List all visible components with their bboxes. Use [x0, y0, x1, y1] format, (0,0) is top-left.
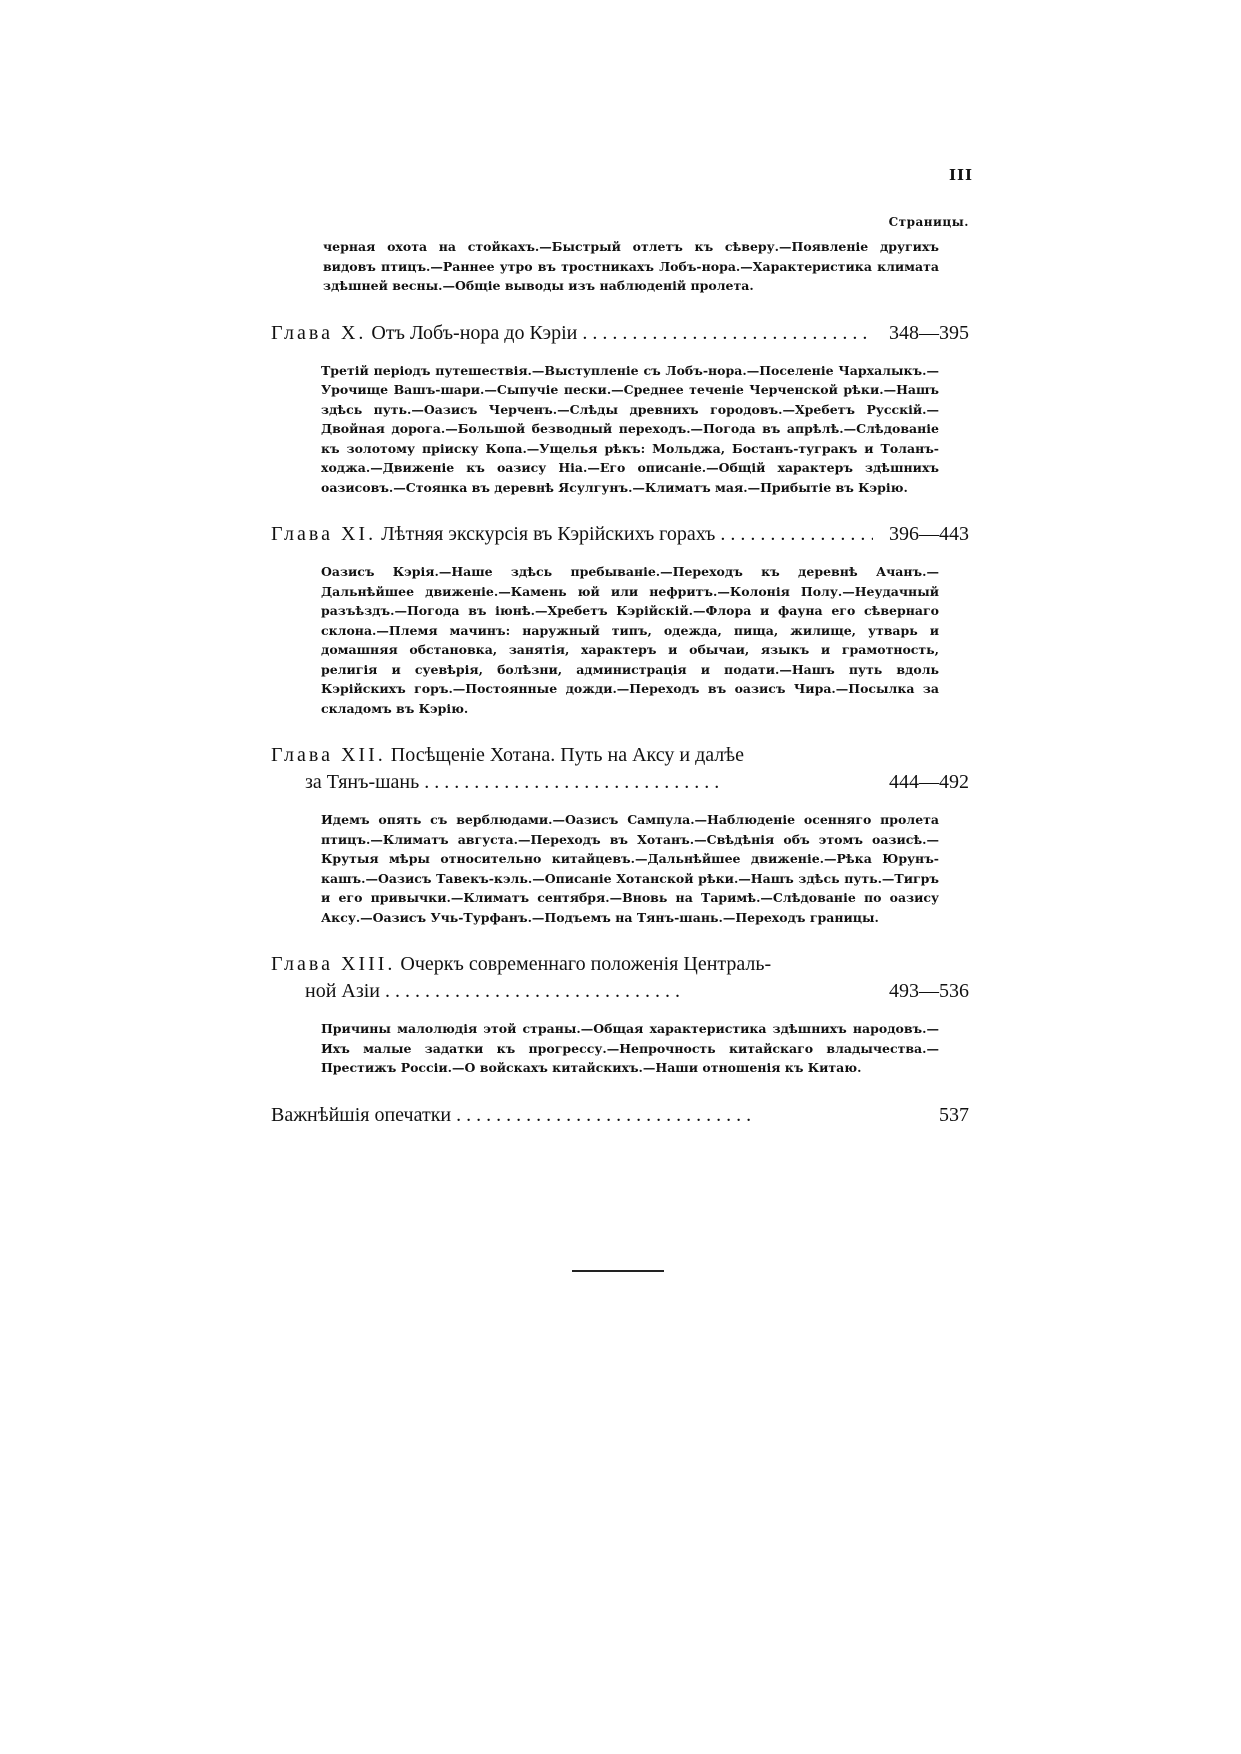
closing-rule: [572, 1270, 664, 1272]
chapter-name: Посѣщеніе Хотана. Путь на Аксу и далѣе: [390, 744, 745, 766]
page-number: III: [948, 166, 973, 184]
intro-summary: черная охота на стойкахъ.—Быстрый отлетъ къ сѣверу.—Появленіе другихъ видовъ птицъ.—Раннее утро въ тростникахъ Лобъ-нора.—Характеристика климата здѣшней весны.—Общіе выводы изъ наблюденій пролета.: [323, 239, 939, 293]
chapter-entry-13: [271, 951, 969, 1005]
dot-leader: [582, 322, 873, 344]
chapter-pages: 444—492: [889, 771, 969, 793]
chapter-label: Глава XIII.: [271, 953, 396, 975]
dot-leader: [385, 980, 680, 1002]
dot-leader: [456, 1104, 751, 1126]
chapter-label: Глава X.: [271, 321, 367, 344]
chapter-title-line-2: [271, 978, 873, 1005]
chapter-pages: 396—443: [889, 523, 969, 545]
chapter-title-line-2: [271, 769, 873, 796]
chapter-name: Отъ Лобъ-нора до Кэріи: [371, 321, 578, 344]
chapter-title: [271, 320, 873, 347]
chapter-entry-11: [271, 521, 969, 548]
chapter-title-line-1: [271, 742, 969, 769]
chapter-name: Очеркъ современнаго положенія Централь-: [400, 953, 772, 975]
dot-leader: [424, 771, 719, 793]
chapter-label: Глава XI.: [271, 523, 377, 545]
chapter-pages: 348—395: [889, 321, 969, 344]
errata-name: Важнѣйшія опечатки: [271, 1103, 452, 1126]
pages-column-header: Страницы.: [888, 215, 969, 229]
chapter-summary: Идемъ опять съ верблюдами.—Оазисъ Сампула.—Наблюденіе осенняго пролета птицъ.—Климатъ августа.—Переходъ въ Хотанъ.—Свѣдѣнія объ этомъ оазисѣ.—Крутыя мѣры относительно китайцевъ.—Дальнѣйшее движеніе.—Рѣка Юрунъ-кашъ.—Оазисъ Тавекъ-кэль.—Описаніе Хотанской рѣки.—Нашъ здѣсь путь.—Тигръ и его привычки.—Климатъ сентября.—Вновь на Таримѣ.—Слѣдованіе по оазису Аксу.—Оазисъ Учь-Турфанъ.—Подъемъ на Тянъ-шань.—Переходъ границы.: [321, 812, 939, 925]
errata-entry: [271, 1102, 969, 1129]
chapter-name-continued: ной Азіи: [305, 980, 381, 1002]
chapter-summary: Оазисъ Кэрія.—Наше здѣсь пребываніе.—Переходъ къ деревнѣ Ачанъ.—Дальнѣйшее движеніе.—Камень юй или нефритъ.—Колонія Полу.—Неудачный разъѣздъ.—Погода въ іюнѣ.—Хребетъ Кэрійскій.—Флора и фауна его сѣвернаго склона.—Племя мачинъ: наружный типъ, одежда, пища, жилище, утварь и домашняя обстановка, занятія, характеръ и обычаи, языкъ и грамотность, религія и суевѣрія, болѣзни, администрація и подати.—Нашъ путь вдоль Кэрійскихъ горъ.—Постоянные дожди.—Переходъ въ оазисъ Чира.—Посылка за складомъ въ Кэрію.: [321, 564, 939, 716]
chapter-name-continued: за Тянъ-шань: [305, 771, 420, 793]
chapter-pages: 493—536: [889, 980, 969, 1002]
errata-title: [271, 1102, 873, 1129]
chapter-title-line-1: [271, 951, 969, 978]
chapter-name: Лѣтняя экскурсія въ Кэрійскихъ горахъ: [381, 523, 716, 545]
errata-pages: 537: [939, 1103, 969, 1126]
dot-leader: [720, 523, 873, 545]
chapter-entry-10: [271, 320, 969, 347]
table-of-contents: [271, 237, 969, 1129]
chapter-summary: Причины малолюдія этой страны.—Общая характеристика здѣшнихъ народовъ.—Ихъ малые задатки къ прогрессу.—Непрочность китайскаго владычества.—Престижъ Россіи.—О войскахъ китайскихъ.—Наши отношенія къ Китаю.: [321, 1021, 939, 1075]
chapter-title: [271, 521, 873, 548]
chapter-label: Глава XII.: [271, 744, 386, 766]
chapter-summary: Третій періодъ путешествія.—Выступленіе съ Лобъ-нора.—Поселеніе Чархалыкъ.—Урочище Вашъ-шари.—Сыпучіе пески.—Среднее теченіе Черченской рѣки.—Нашъ здѣсь путь.—Оазисъ Черченъ.—Слѣды древнихъ городовъ.—Хребетъ Русскій.—Двойная дорога.—Большой безводный переходъ.—Погода въ апрѣлѣ.—Слѣдованіе къ золотому пріиску Копа.—Ущелья рѣкъ: Мольджа, Бостанъ-тугракъ и Толанъ-ходжа.—Движеніе къ оазису Ніа.—Его описаніе.—Общій характеръ здѣшнихъ оазисовъ.—Стоянка въ деревнѣ Ясулгунъ.—Климатъ мая.—Прибытіе въ Кэрію.: [321, 362, 939, 495]
chapter-entry-12: [271, 742, 969, 796]
